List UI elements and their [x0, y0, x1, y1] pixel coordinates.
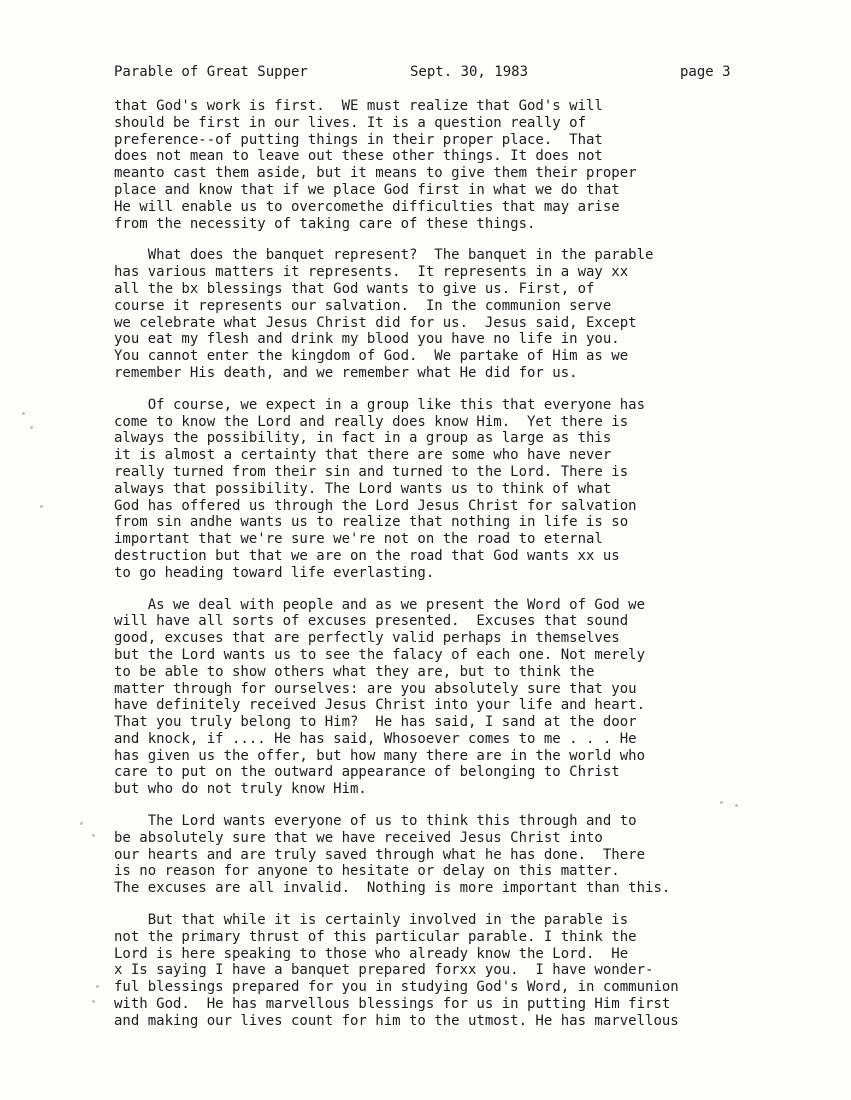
text-line: does not mean to leave out these other things. It does not — [114, 148, 603, 165]
text-line: really turned from their sin and turned to the Lord. There is — [114, 463, 629, 480]
paragraph — [114, 98, 834, 232]
text-line: destruction but that we are on the road that God wants xx us — [114, 547, 620, 564]
scan-speck — [735, 804, 738, 807]
text-line: we celebrate what Jesus Christ did for us. Jesus said, Except — [114, 314, 637, 331]
text-line: God has offered us through the Lord Jesus Christ for salvation — [114, 497, 637, 514]
text-line: from the necessity of taking care of these things. — [114, 215, 536, 232]
text-line: but who do not truly know Him. — [114, 781, 367, 798]
text-line: it is almost a certainty that there are some who have never — [114, 447, 612, 464]
text-line: have definitely received Jesus Christ into your life and heart. — [114, 697, 646, 714]
page-number: page 3 — [680, 64, 731, 80]
text-line: place and know that if we place God first in what we do that — [114, 181, 620, 198]
scan-speck — [40, 505, 43, 508]
text-line: The excuses are all invalid. Nothing is more important than this. — [114, 880, 671, 897]
text-line: always the possibility, in fact in a group as large as this — [114, 430, 612, 447]
paragraph — [114, 813, 834, 897]
document-date: Sept. 30, 1983 — [410, 64, 529, 80]
text-line: from sin andhe wants us to realize that nothing in life is so — [114, 514, 629, 531]
paragraph — [114, 912, 834, 1030]
text-line: The Lord wants everyone of us to think this through and to — [114, 813, 637, 830]
paragraph — [114, 597, 834, 799]
text-line: meanto cast them aside, but it means to give them their proper — [114, 165, 637, 182]
text-line: to go heading toward life everlasting. — [114, 564, 435, 581]
text-line: you eat my flesh and drink my blood you have no life in you. — [114, 331, 620, 348]
text-line: ful blessings prepared for you in studying God's Word, in communion — [114, 979, 679, 996]
text-line: and making our lives count for him to the utmost. He has marvellous — [114, 1012, 679, 1029]
text-line: be absolutely sure that we have received Jesus Christ into — [114, 829, 603, 846]
text-line: but the Lord wants us to see the falacy of each one. Not merely — [114, 646, 646, 663]
text-line: always that possibility. The Lord wants us to think of what — [114, 480, 612, 497]
text-line: Lord is here speaking to those who already know the Lord. He — [114, 945, 629, 962]
paragraph — [114, 397, 834, 582]
text-line: x Is saying I have a banquet prepared forxx you. I have wonder- — [114, 962, 654, 979]
text-line: has given us the offer, but how many there are in the world who — [114, 747, 646, 764]
text-line: But that while it is certainly involved in the parable is — [114, 912, 629, 929]
text-line: that God's work is first. WE must realize that God's will — [114, 98, 603, 114]
text-line: course it represents our salvation. In the communion serve — [114, 297, 612, 314]
text-line: That you truly belong to Him? He has said, I sand at the door — [114, 714, 637, 731]
text-line: good, excuses that are perfectly valid perhaps in themselves — [114, 630, 620, 647]
scan-speck — [720, 801, 723, 804]
text-line: care to put on the outward appearance of belonging to Christ — [114, 764, 620, 781]
text-line: our hearts and are truly saved through what he has done. There — [114, 846, 646, 863]
text-line: You cannot enter the kingdom of God. We partake of Him as we — [114, 348, 629, 365]
text-line: Of course, we expect in a group like this that everyone has — [114, 396, 646, 413]
paragraph — [114, 247, 834, 381]
page-header — [114, 64, 794, 84]
text-line: remember His death, and we remember what He did for us. — [114, 364, 578, 381]
text-line: preference--of putting things in their proper place. That — [114, 131, 603, 148]
scan-speck — [22, 412, 25, 415]
scan-speck — [92, 1000, 95, 1003]
text-line: to be able to show others what they are, but to think the — [114, 663, 595, 680]
text-line: important that we're sure we're not on the road to eternal — [114, 531, 603, 548]
text-line: not the primary thrust of this particular parable. I think the — [114, 928, 637, 945]
text-line: As we deal with people and as we present the Word of God we — [114, 596, 646, 613]
scan-speck — [30, 426, 33, 429]
document-body — [114, 98, 834, 1045]
scan-speck — [96, 985, 99, 988]
text-line: has various matters it represents. It represents in a way xx — [114, 264, 629, 281]
document-title: Parable of Great Supper — [114, 64, 308, 80]
text-line: should be first in our lives. It is a question really of — [114, 114, 587, 131]
text-line: will have all sorts of excuses presented. Excuses that sound — [114, 613, 629, 630]
text-line: with God. He has marvellous blessings for us in putting Him first — [114, 996, 671, 1013]
text-line: is no reason for anyone to hesitate or delay on this matter. — [114, 863, 620, 880]
scan-speck — [80, 822, 83, 825]
text-line: and knock, if .... He has said, Whosoever comes to me . . . He — [114, 730, 637, 747]
text-line: What does the banquet represent? The banquet in the parable — [114, 247, 654, 264]
scan-speck — [92, 834, 95, 837]
text-line: all the bx blessings that God wants to give us. First, of — [114, 280, 595, 297]
text-line: come to know the Lord and really does know Him. Yet there is — [114, 413, 629, 430]
text-line: matter through for ourselves: are you absolutely sure that you — [114, 680, 637, 697]
text-line: He will enable us to overcomethe difficulties that may arise — [114, 198, 620, 215]
